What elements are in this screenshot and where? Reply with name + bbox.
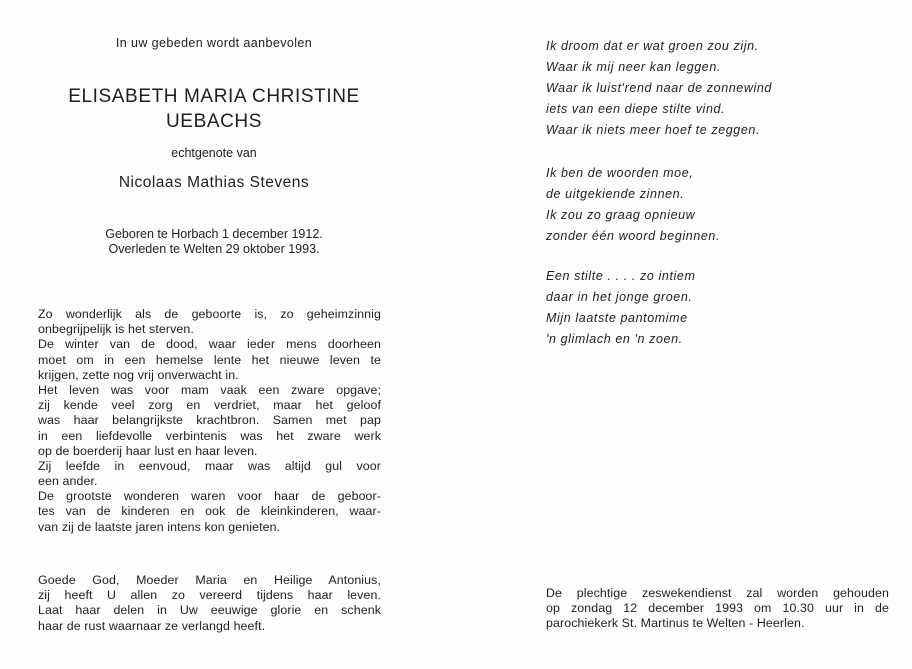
right-panel xyxy=(546,0,896,669)
spouse-name: Nicolaas Mathias Stevens xyxy=(118,174,310,191)
memorial-line: van zij de laatste jaren intens kon genieten. xyxy=(38,519,281,534)
memorial-line: De winter van de dood, waar ieder mens doorheen xyxy=(38,337,381,352)
prayer-line: haar de rust waarnaar ze verlangd heeft. xyxy=(38,618,266,633)
poem-line: Ik zou zo graag opnieuw xyxy=(546,208,696,222)
birth-line: Geboren te Horbach 1 december 1912. xyxy=(105,227,323,241)
memorial-line: moet om in een hemelse lente het nieuwe leven te xyxy=(38,352,381,367)
poem-line: Waar ik niets meer hoef te zeggen. xyxy=(546,123,761,137)
poem-line: iets van een diepe stilte vind. xyxy=(546,102,726,116)
service-line: De plechtige zeswekendienst zal worden gehouden xyxy=(546,586,889,600)
memorial-line: op de boerderij haar lust en haar leven. xyxy=(38,443,258,458)
prayer-line: Goede God, Moeder Maria en Heilige Antonius, xyxy=(38,573,381,587)
poem-line: 'n glimlach en 'n zoen. xyxy=(546,332,683,346)
memorial-line: was haar belangrijkste krachtbron. Samen met pap xyxy=(38,413,381,428)
poem-stanza-3 xyxy=(546,266,866,350)
service-line: parochiekerk St. Martinus te Welten - Heerlen. xyxy=(546,616,805,631)
poem-line: de uitgekiende zinnen. xyxy=(546,187,685,201)
poem-stanza-2 xyxy=(546,163,866,247)
memorial-text xyxy=(38,307,381,535)
poem-line: daar in het jonge groen. xyxy=(546,290,693,304)
memorial-line: Het leven was voor mam vaak een zware opgave; xyxy=(38,382,381,397)
prayer-line: zij heeft U allen zo vereerd tijdens haar leven. xyxy=(38,588,381,603)
service-line: op zondag 12 december 1993 om 10.30 uur in de xyxy=(546,601,889,616)
memorial-line: onbegrijpelijk is het sterven. xyxy=(38,322,194,337)
spouse-label: echtgenote van xyxy=(171,146,257,160)
poem-line: Een stilte . . . . zo intiem xyxy=(546,269,696,283)
memorial-line: krijgen, zette nog vrij onverwacht in. xyxy=(38,367,239,382)
poem-line: Ik droom dat er wat groen zou zijn. xyxy=(546,39,759,53)
memorial-line: een ander. xyxy=(38,474,98,489)
life-dates xyxy=(38,227,390,257)
prayer-line: Laat haar delen in Uw eeuwige glorie en schenk xyxy=(38,603,381,618)
memorial-line: Zij leefde in eenvoud, maar was altijd gul voor xyxy=(38,458,381,473)
memorial-line: in een liefdevolle verbintenis was het zware werk xyxy=(38,428,381,443)
poem-stanza-1 xyxy=(546,36,866,141)
memorial-line: De grootste wonderen waren voor haar de geboor- xyxy=(38,489,381,504)
poem-line: zonder één woord beginnen. xyxy=(546,229,721,243)
poem-line: Mijn laatste pantomime xyxy=(546,311,688,325)
prayer-text xyxy=(38,573,381,634)
death-line: Overleden te Welten 29 oktober 1993. xyxy=(108,242,320,256)
memorial-line: Zo wonderlijk als de geboorte is, zo geheimzinnig xyxy=(38,307,381,321)
service-announcement xyxy=(546,586,889,632)
memorial-line: zij kende veel zorg en verdriet, maar het geloof xyxy=(38,398,381,413)
poem-line: Waar ik luist'rend naar de zonnewind xyxy=(546,81,772,95)
deceased-name-line-2: UEBACHS xyxy=(165,111,263,132)
memorial-line: tes van de kinderen en ook de kleinkinderen, waar- xyxy=(38,504,381,519)
deceased-name-line-1: ELISABETH MARIA CHRISTINE xyxy=(68,86,360,107)
fold-line xyxy=(456,40,457,630)
poem-line: Waar ik mij neer kan leggen. xyxy=(546,60,721,74)
left-panel xyxy=(38,0,390,669)
intro-line: In uw gebeden wordt aanbevolen xyxy=(115,36,313,50)
poem-line: Ik ben de woorden moe, xyxy=(546,166,694,180)
